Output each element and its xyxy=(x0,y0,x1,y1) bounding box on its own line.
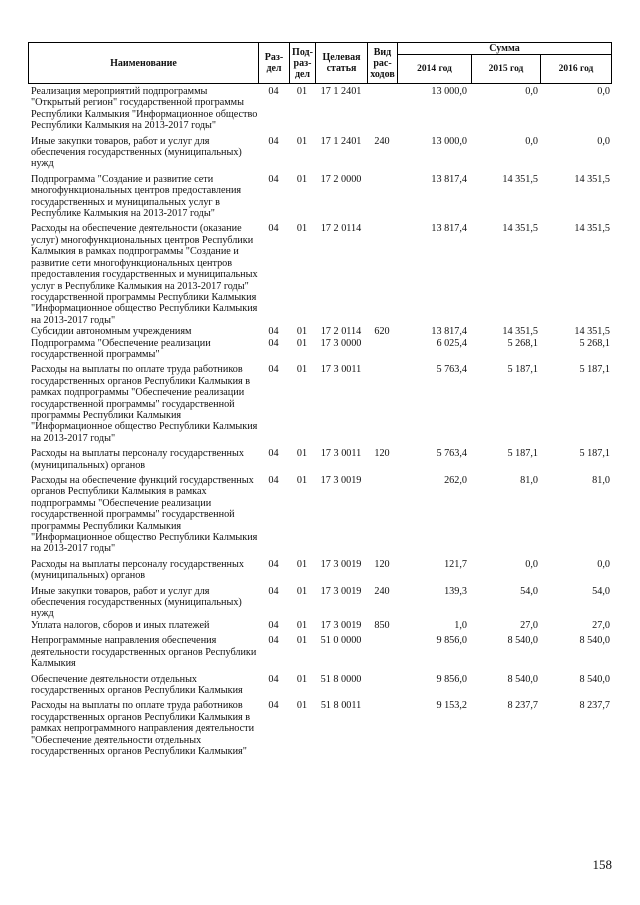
row-2014: 6 025,4 xyxy=(436,337,467,349)
row-name: Уплата налогов, сборов и иных платежей xyxy=(31,619,210,631)
row-2015: 0,0 xyxy=(525,86,538,97)
row-2014: 13 817,4 xyxy=(431,173,467,185)
row-section: 04 xyxy=(268,364,279,376)
row-name: Расходы на обеспечение функций государственных органов Республики Калмыкия в рамках подпрограммы "Обеспечение реализации государственной программы" государственной программы Республики Калмыкия "Информационное общество Республики Калмыкия на 2013-2017 годы" xyxy=(31,475,258,555)
row-name: Обеспечение деятельности отдельных государственных органов Республики Калмыкия xyxy=(31,673,243,696)
row-target: 17 1 2401 xyxy=(320,135,362,147)
row-subsection: 01 xyxy=(296,135,308,147)
row-name: Расходы на выплаты персоналу государственных (муниципальных) органов xyxy=(31,448,244,471)
row-target: 17 3 0000 xyxy=(320,337,362,349)
table-row xyxy=(28,635,611,669)
row-name: Иные закупки товаров, работ и услуг для обеспечения государственных (муниципальных) нужд xyxy=(31,135,242,170)
row-2015: 27,0 xyxy=(520,619,538,631)
row-section: 04 xyxy=(268,173,279,185)
row-target: 17 3 0011 xyxy=(320,448,362,460)
row-2014: 9 153,2 xyxy=(436,700,467,712)
row-subsection: 01 xyxy=(296,619,308,631)
row-section: 04 xyxy=(268,475,279,486)
row-2015: 14 351,5 xyxy=(502,326,538,338)
row-section: 04 xyxy=(268,558,279,570)
row-target: 17 3 0019 xyxy=(320,558,362,570)
row-target: 51 8 0011 xyxy=(320,700,362,712)
row-2014: 262,0 xyxy=(444,475,467,486)
row-2015: 8 540,0 xyxy=(507,673,538,685)
row-subsection: 01 xyxy=(296,326,308,338)
row-subsection: 01 xyxy=(296,585,308,597)
row-kind: 240 xyxy=(374,585,390,597)
col-kind-header: Вид рас- ходов xyxy=(368,43,398,84)
row-name: Субсидии автономным учреждениям xyxy=(31,326,192,338)
table-row xyxy=(28,448,611,471)
row-subsection: 01 xyxy=(296,86,308,97)
table-row xyxy=(28,559,611,582)
row-2015: 5 187,1 xyxy=(507,364,538,376)
row-2015: 8 540,0 xyxy=(507,635,538,647)
row-target: 17 2 0000 xyxy=(320,173,362,185)
row-2015: 8 237,7 xyxy=(507,700,538,712)
row-section: 04 xyxy=(268,673,279,685)
row-target: 17 3 0011 xyxy=(320,364,362,376)
row-target: 17 2 0114 xyxy=(320,326,362,338)
row-2014: 13 000,0 xyxy=(431,135,467,147)
row-2015: 0,0 xyxy=(525,135,538,147)
table-row xyxy=(28,364,611,444)
row-2015: 14 351,5 xyxy=(502,173,538,185)
row-section: 04 xyxy=(268,700,279,712)
row-kind: 240 xyxy=(374,135,390,147)
row-subsection: 01 xyxy=(296,223,308,235)
row-subsection: 01 xyxy=(296,337,308,349)
row-2014: 5 763,4 xyxy=(436,448,467,460)
row-subsection: 01 xyxy=(296,558,308,570)
row-target: 17 2 0114 xyxy=(320,223,362,235)
row-2015: 14 351,5 xyxy=(502,223,538,235)
row-2016: 5 268,1 xyxy=(579,337,610,349)
row-section: 04 xyxy=(268,326,279,338)
row-2016: 14 351,5 xyxy=(574,173,610,185)
row-name: Расходы на выплаты по оплате труда работников государственных органов Республики Калмыкия в рамках непрограммного направления деятельности "Обеспечение деятельности отдельных государственных органов Республики Калмыкия" xyxy=(31,700,255,757)
row-2014: 1,0 xyxy=(454,619,467,631)
row-2014: 13 000,0 xyxy=(431,86,467,97)
row-name: Иные закупки товаров, работ и услуг для обеспечения государственных (муниципальных) нужд xyxy=(31,585,242,620)
col-section-header: Раз- дел xyxy=(259,43,290,84)
row-section: 04 xyxy=(268,135,279,147)
row-2014: 9 856,0 xyxy=(436,673,467,685)
row-subsection: 01 xyxy=(296,448,308,460)
row-2015: 0,0 xyxy=(525,558,538,570)
col-2014-header: 2014 год xyxy=(398,55,472,84)
table-row xyxy=(28,620,611,631)
row-2016: 5 187,1 xyxy=(579,448,610,460)
table-row xyxy=(28,86,611,132)
row-2016: 0,0 xyxy=(597,86,610,97)
row-2015: 5 187,1 xyxy=(507,448,538,460)
row-2014: 13 817,4 xyxy=(431,223,467,235)
row-kind: 850 xyxy=(374,619,390,631)
row-2014: 13 817,4 xyxy=(431,326,467,338)
row-2016: 0,0 xyxy=(597,558,610,570)
row-2015: 54,0 xyxy=(520,585,538,597)
row-2015: 5 268,1 xyxy=(507,337,538,349)
col-name-header: Наименование xyxy=(29,43,259,84)
row-2016: 0,0 xyxy=(597,135,610,147)
page-number: 158 xyxy=(592,857,612,872)
col-2015-header: 2015 год xyxy=(472,55,541,84)
row-name: Расходы на выплаты по оплате труда работников государственных органов Республики Калмыкия в рамках подпрограммы "Обеспечение реализации государственной программы" государственной программы Республики Калмыкия "Информационное общество Республики Калмыкия на 2013-2017 годы" xyxy=(31,364,258,444)
table-row xyxy=(28,700,611,757)
row-2014: 139,3 xyxy=(444,585,467,597)
row-section: 04 xyxy=(268,337,279,349)
row-2014: 5 763,4 xyxy=(436,364,467,376)
table-row xyxy=(28,136,611,170)
row-subsection: 01 xyxy=(296,673,308,685)
row-kind: 120 xyxy=(374,448,390,460)
row-2014: 121,7 xyxy=(444,558,467,570)
row-name: Непрограммные направления обеспечения деятельности государственных органов Республики Калмыкия xyxy=(31,635,257,670)
row-name: Расходы на обеспечение деятельности (оказание услуг) многофункциональных центров Республики Калмыкия в рамках подпрограммы "Создание и развитие сети многофункциональных центров предоставления государственных и муниципальных услуг в Республике Калмыкия на 2013-2017 годы" государственной программы Республики Калмыкия "Информационное общество Республики Калмыкия на 2013-2017 годы" xyxy=(31,223,258,326)
row-target: 17 3 0019 xyxy=(320,585,362,597)
table-row xyxy=(28,586,611,620)
col-2016-header: 2016 год xyxy=(541,55,612,84)
row-subsection: 01 xyxy=(296,700,308,712)
row-name: Подпрограмма "Обеспечение реализации государственной программы" xyxy=(31,337,211,360)
row-name: Реализация мероприятий подпрограммы "Открытый регион" государственной программы Республики Калмыкия "Информационное общество Республики Калмыкия на 2013-2017 годы" xyxy=(31,86,258,132)
row-2016: 14 351,5 xyxy=(574,326,610,338)
row-target: 17 3 0019 xyxy=(320,475,362,486)
row-target: 51 8 0000 xyxy=(320,673,362,685)
row-2016: 81,0 xyxy=(592,475,610,486)
row-kind: 120 xyxy=(374,558,390,570)
row-2016: 27,0 xyxy=(592,619,610,631)
row-subsection: 01 xyxy=(296,364,308,376)
row-2016: 8 540,0 xyxy=(579,673,610,685)
row-2016: 5 187,1 xyxy=(579,364,610,376)
table-row xyxy=(28,475,611,555)
table-header xyxy=(28,42,612,84)
row-2016: 14 351,5 xyxy=(574,223,610,235)
table-row xyxy=(28,174,611,220)
col-sum-header: Сумма xyxy=(398,43,612,55)
row-target: 51 0 0000 xyxy=(320,635,362,647)
row-kind: 620 xyxy=(374,326,390,338)
row-section: 04 xyxy=(268,86,279,97)
row-2016: 54,0 xyxy=(592,585,610,597)
row-section: 04 xyxy=(268,619,279,631)
table-row xyxy=(28,674,611,697)
row-subsection: 01 xyxy=(296,635,308,647)
row-section: 04 xyxy=(268,585,279,597)
table-row xyxy=(28,223,611,326)
row-section: 04 xyxy=(268,635,279,647)
col-subsection-header: Под- раз- дел xyxy=(290,43,316,84)
row-name: Подпрограмма "Создание и развитие сети многофункциональных центров предоставления государственных и муниципальных услуг в Республике Калмыкия на 2013-2017 годы" xyxy=(31,173,242,220)
row-section: 04 xyxy=(268,223,279,235)
table-row xyxy=(28,338,611,361)
row-2014: 9 856,0 xyxy=(436,635,467,647)
row-subsection: 01 xyxy=(296,173,308,185)
table-row xyxy=(28,326,611,337)
row-2016: 8 540,0 xyxy=(579,635,610,647)
col-target-header: Целевая статья xyxy=(316,43,368,84)
row-2016: 8 237,7 xyxy=(579,700,610,712)
row-2015: 81,0 xyxy=(520,475,538,486)
row-target: 17 1 2401 xyxy=(320,86,362,97)
row-subsection: 01 xyxy=(296,475,308,486)
table-body xyxy=(28,86,611,757)
row-target: 17 3 0019 xyxy=(320,619,362,631)
row-name: Расходы на выплаты персоналу государственных (муниципальных) органов xyxy=(31,558,244,582)
row-section: 04 xyxy=(268,448,279,460)
